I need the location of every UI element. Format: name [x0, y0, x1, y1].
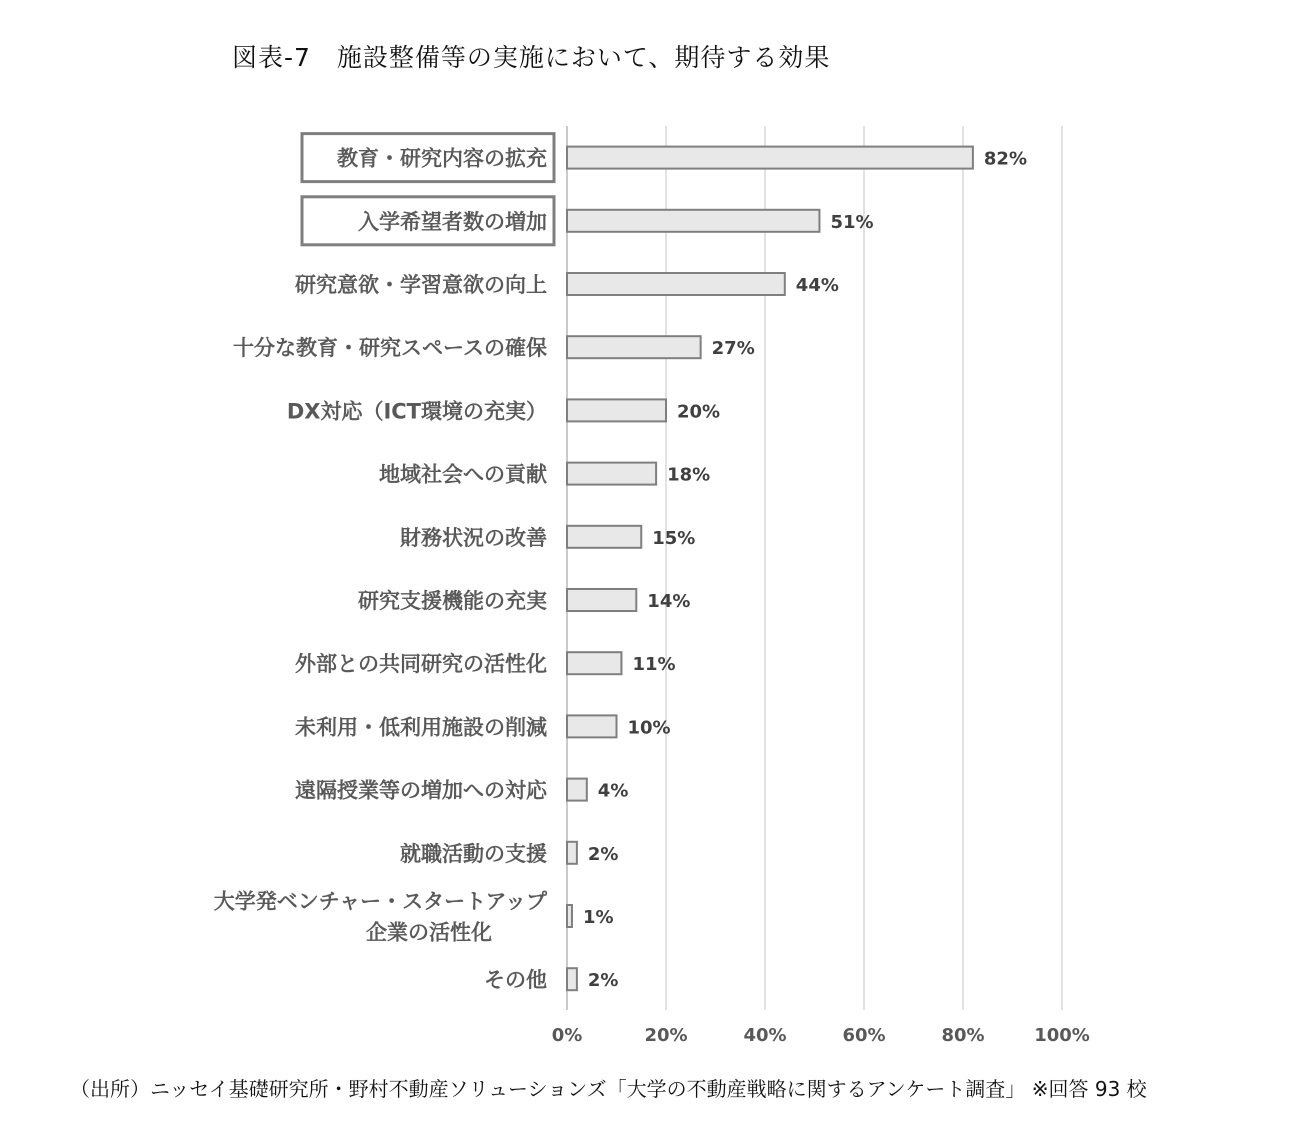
- bar: [567, 463, 656, 485]
- bar: [567, 399, 666, 421]
- x-tick-label: 0%: [551, 1025, 583, 1046]
- x-tick-label: 60%: [842, 1025, 886, 1046]
- category-label-line: 就職活動の支援: [400, 841, 547, 866]
- source-note: （出所）ニッセイ基礎研究所・野村不動産ソリューションズ「大学の不動産戦略に関するアンケート調査」 ※回答 93 校: [70, 1077, 1147, 1101]
- x-tick-label: 20%: [644, 1025, 688, 1046]
- category-label: [287, 399, 547, 423]
- bar: [567, 526, 641, 548]
- category-label-line: 未利用・低利用施設の削減: [295, 715, 547, 740]
- data-label: 15%: [652, 527, 696, 549]
- category-label: [400, 526, 547, 550]
- data-label: 18%: [667, 464, 711, 486]
- category-label-line: 研究意欲・学習意欲の向上: [295, 273, 547, 297]
- category-labels: [214, 134, 554, 993]
- category-label: [337, 147, 547, 171]
- data-label: 51%: [830, 211, 874, 233]
- data-label: 2%: [587, 970, 619, 992]
- category-label-line: 十分な教育・研究スペースの確保: [233, 336, 547, 361]
- category-label: [214, 890, 548, 945]
- data-label: 2%: [587, 843, 619, 865]
- category-label: [358, 589, 547, 613]
- x-tick-label: 80%: [941, 1025, 985, 1046]
- category-label: [295, 273, 547, 297]
- bar: [567, 210, 819, 232]
- category-label: [358, 210, 547, 234]
- x-axis-ticks: [552, 1025, 1090, 1046]
- data-label: 4%: [597, 780, 629, 802]
- data-label: 27%: [711, 338, 755, 360]
- chart-title: 図表-7 施設整備等の実施において、期待する効果: [232, 43, 831, 72]
- gridlines: [567, 126, 1062, 1010]
- category-label-line: 入学希望者数の増加: [358, 209, 547, 234]
- data-label: 10%: [627, 717, 671, 739]
- category-label: [233, 336, 547, 360]
- category-label: [295, 715, 547, 739]
- x-tick-label: 40%: [743, 1025, 787, 1046]
- category-label-line: 外部との共同研究の活性化: [295, 652, 547, 677]
- bars: [567, 147, 1027, 992]
- bar: [567, 147, 973, 169]
- data-label: 44%: [795, 275, 839, 296]
- bar: [567, 589, 636, 611]
- category-label-line: 教育・研究内容の拡充: [337, 146, 547, 171]
- bar: [567, 779, 587, 801]
- bar: [567, 842, 577, 864]
- data-label: 11%: [632, 654, 676, 676]
- bar: [567, 715, 617, 737]
- category-label-line: 大学発ベンチャー・スタートアップ: [213, 889, 547, 914]
- bar: [567, 905, 572, 927]
- category-label-line: 研究支援機能の充実: [358, 589, 547, 613]
- category-label: [295, 779, 548, 803]
- category-label-line: 地域社会への貢献: [379, 462, 547, 487]
- bar: [567, 273, 785, 295]
- category-label: [295, 652, 547, 676]
- category-label-line: 遠隔授業等の増加への対応: [295, 778, 547, 803]
- category-label-line: 企業の活性化: [366, 920, 492, 945]
- data-label: 82%: [983, 148, 1027, 170]
- category-label: [484, 968, 547, 992]
- category-label-line: その他: [484, 968, 547, 993]
- data-label: 20%: [677, 401, 721, 423]
- category-label: [400, 842, 547, 866]
- data-label: 1%: [582, 907, 614, 928]
- bar: [567, 336, 701, 358]
- data-label: 14%: [647, 591, 691, 612]
- category-label-line: 財務状況の改善: [400, 525, 547, 550]
- category-label-line: DX対応（ICT環境の充実）: [286, 399, 547, 424]
- x-tick-label: 100%: [1034, 1025, 1090, 1046]
- bar: [567, 968, 577, 990]
- category-label: [379, 463, 547, 487]
- bar: [567, 652, 621, 674]
